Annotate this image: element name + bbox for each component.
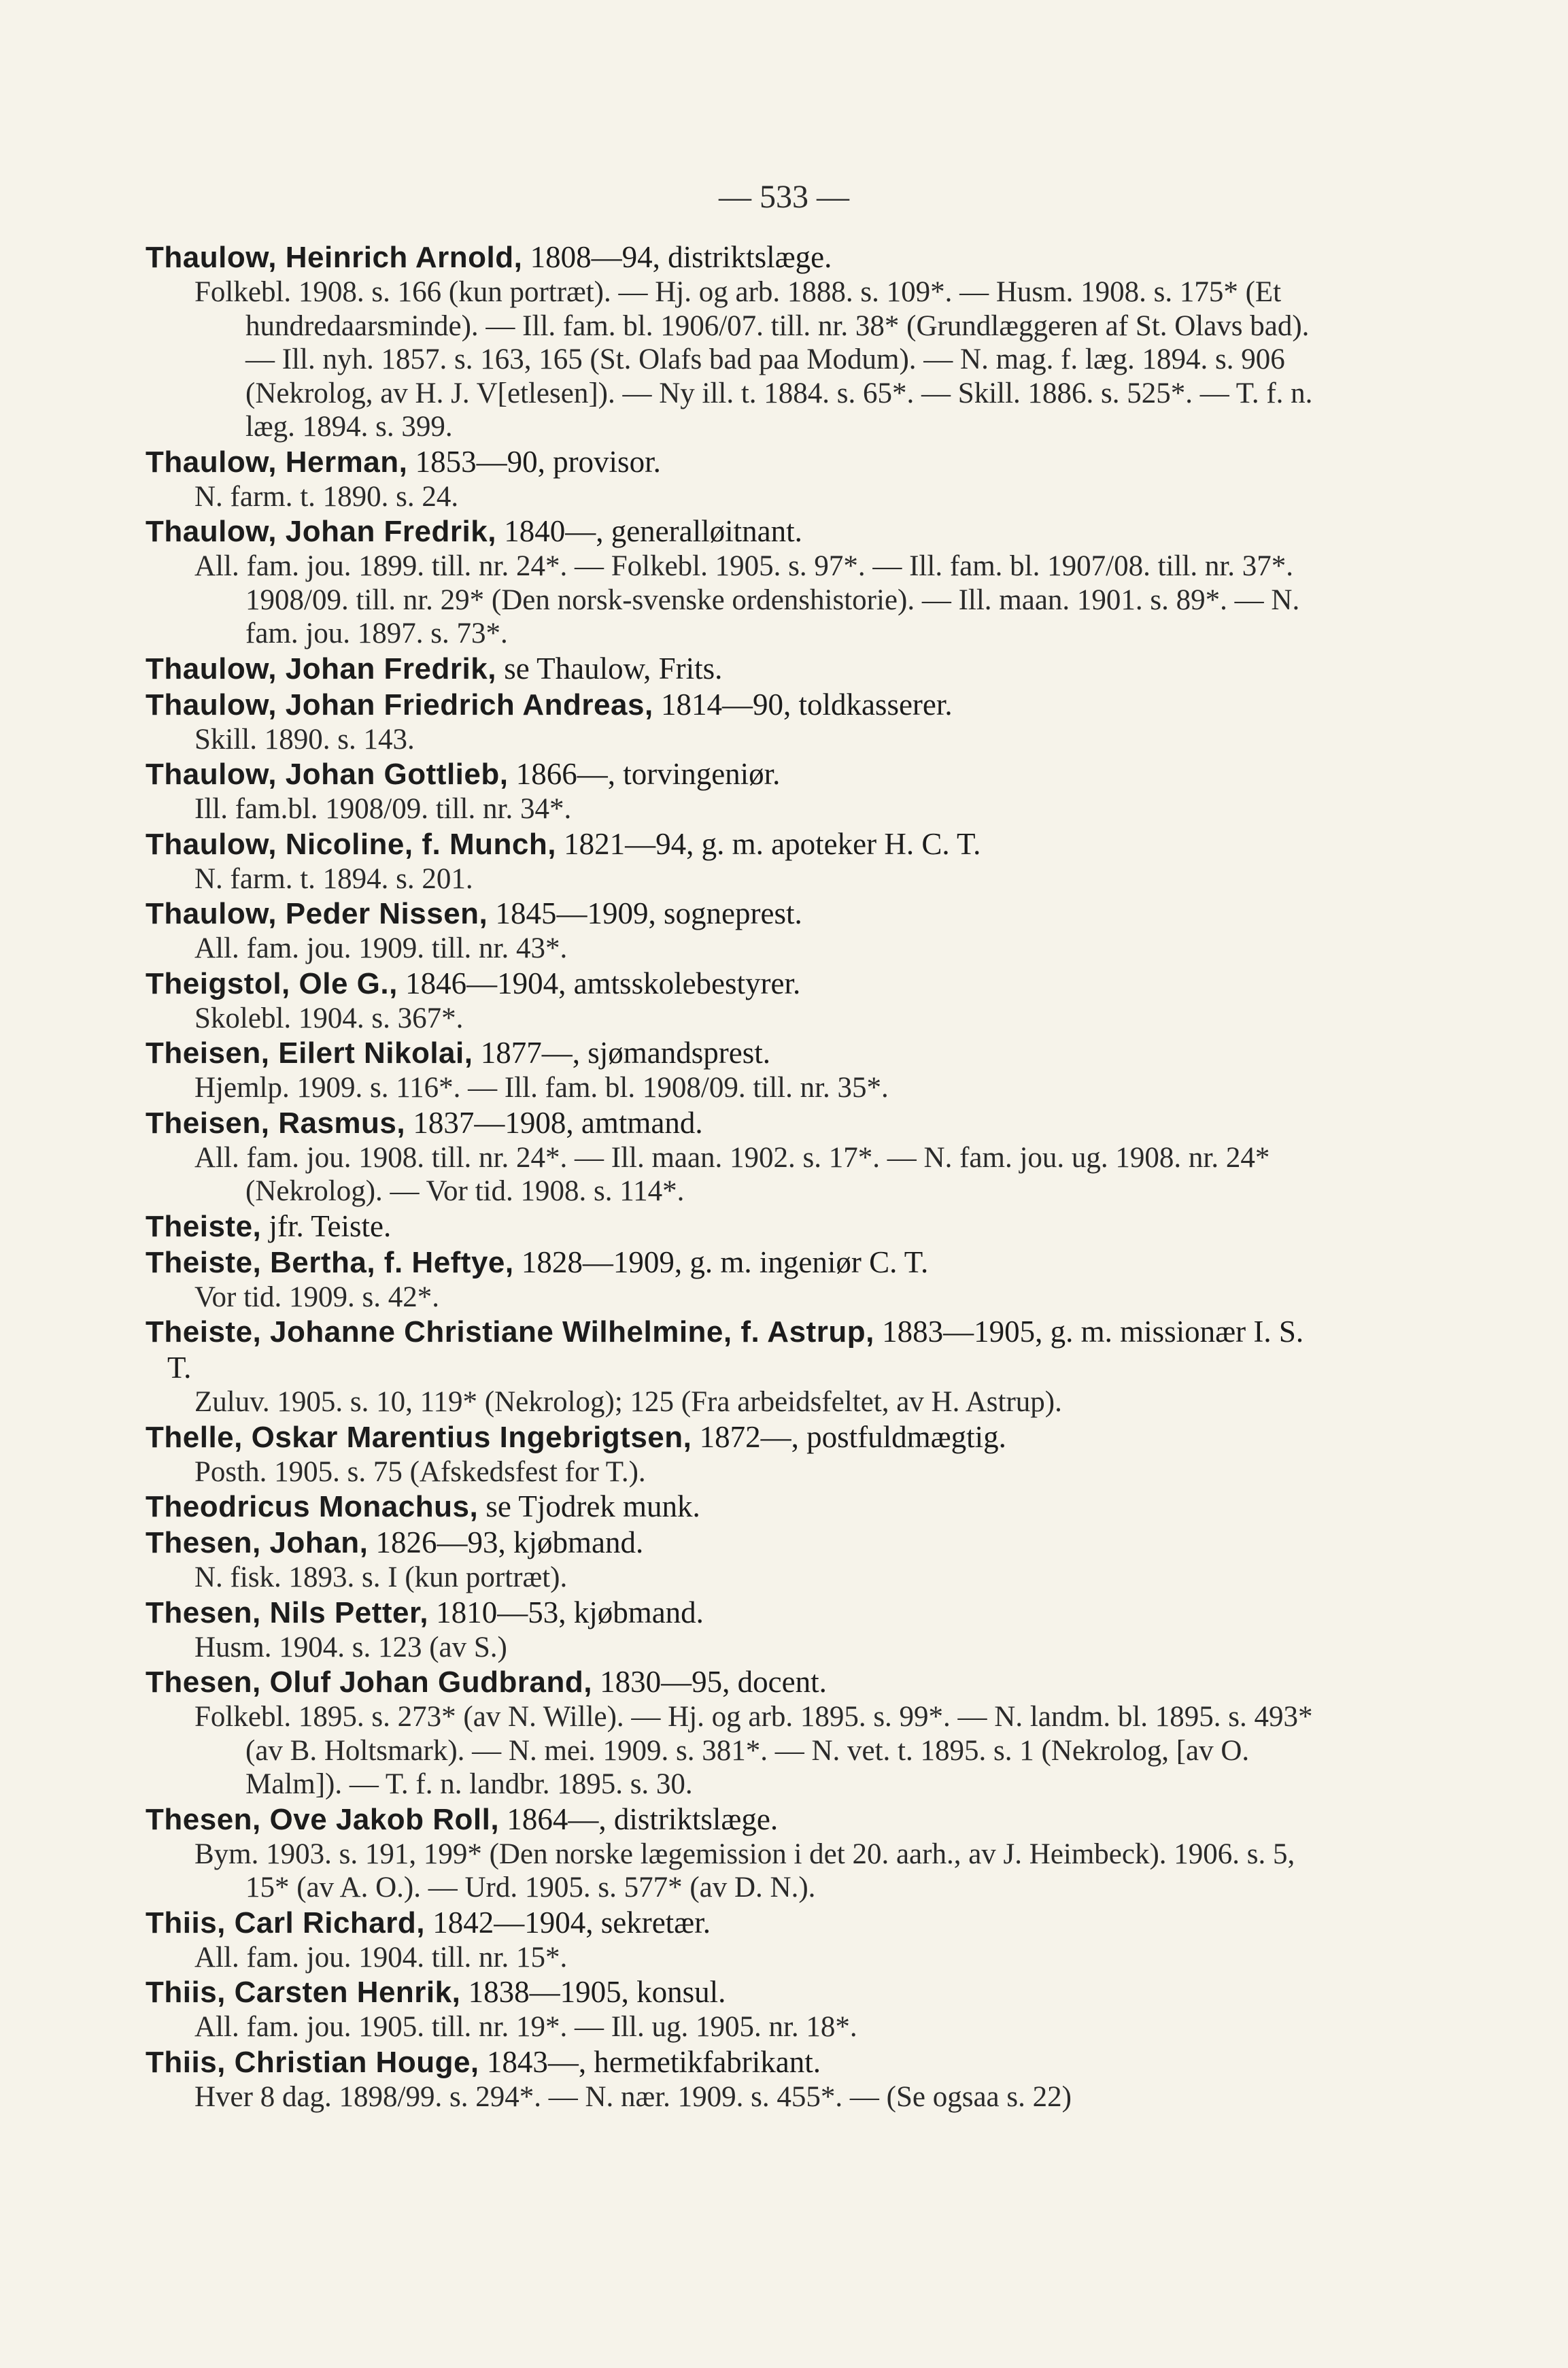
entry-name: Thiis, Christian Houge, xyxy=(146,2045,479,2079)
entry-info: 1872—, postfuldmægtig. xyxy=(699,1419,1006,1454)
entry-head xyxy=(146,1595,1315,1631)
entry-refs: Vor tid. 1909. s. 42*. xyxy=(194,1281,439,1313)
entry xyxy=(146,966,1315,1036)
entry-head xyxy=(146,239,1315,275)
entry-info: 1814—90, toldkasserer. xyxy=(660,687,953,722)
entry-name: Thaulow, Johan Fredrik, xyxy=(146,652,496,686)
entry-name: Theiste, xyxy=(146,1209,262,1243)
entry-name: Thaulow, Johan Gottlieb, xyxy=(146,758,509,791)
entry-name: Theodricus Monachus, xyxy=(146,1490,479,1523)
entry-name: Thelle, Oskar Marentius Ingebrigtsen, xyxy=(146,1420,692,1454)
entry-head xyxy=(146,1419,1315,1455)
entry-head xyxy=(146,1105,1315,1141)
entry-info: 1846—1904, amtsskolebestyrer. xyxy=(405,966,801,1000)
entry-info: se Thaulow, Frits. xyxy=(504,651,723,686)
entry-name: Thaulow, Johan Fredrik, xyxy=(146,515,496,548)
entry-info: 1883—1905, g. m. missionær I. S. T. xyxy=(167,1315,1304,1385)
entry-refs: All. fam. jou. 1899. till. nr. 24*. — Folkebl. 1905. s. 97*. — Ill. fam. bl. 1907/08. till. nr. 37*. 1908/09. till. nr. 29* (Den norsk-svenske ordenshistorie). — Ill. maan. 1901. s. 89*. — N. fam. jou. 1897. s. 73*. xyxy=(194,550,1300,649)
entry xyxy=(146,1802,1315,1905)
entry-refs: All. fam. jou. 1904. till. nr. 15*. xyxy=(194,1941,568,1974)
entry xyxy=(146,1314,1315,1419)
entry-info: 1838—1905, konsul. xyxy=(468,1975,726,2009)
entry-head xyxy=(146,1664,1315,1700)
entry xyxy=(146,444,1315,514)
entry-info: 1821—94, g. m. apoteker H. C. T. xyxy=(564,826,981,861)
entry-name: Theiste, Johanne Christiane Wilhelmine, f. Astrup, xyxy=(146,1315,874,1349)
entry-refs: N. farm. t. 1894. s. 201. xyxy=(194,862,473,895)
entry-info: 1830—95, docent. xyxy=(600,1665,827,1699)
entry-head xyxy=(146,1245,1315,1281)
entry-name: Thiis, Carsten Henrik, xyxy=(146,1976,461,2009)
entry-info: 1845—1909, sogneprest. xyxy=(495,896,802,930)
entry xyxy=(146,1905,1315,1975)
entry-refs: Folkebl. 1908. s. 166 (kun portræt). — Hj. og arb. 1888. s. 109*. — Husm. 1908. s. 175* (Et hundredaarsminde). — Ill. fam. bl. 1906/07. till. nr. 38* (Grundlæggeren af St. Olavs bad). — Ill. nyh. 1857. s. 163, 165 (St. Olafs bad paa Modum). — N. mag. f. læg. 1894. s. 906 (Nekrolog, av H. J. V[etlesen]). — Ny ill. t. 1884. s. 65*. — Skill. 1886. s. 525*. — T. f. n. læg. 1894. s. 399. xyxy=(194,276,1313,443)
entry-info: 1877—, sjømandsprest. xyxy=(480,1036,770,1070)
entry-info: 1866—, torvingeniør. xyxy=(515,757,781,791)
entry-info: 1842—1904, sekretær. xyxy=(432,1905,711,1940)
entry-refs: Ill. fam.bl. 1908/09. till. nr. 34*. xyxy=(194,793,572,825)
entry xyxy=(146,2044,1315,2114)
entry-name: Thiis, Carl Richard, xyxy=(146,1906,425,1940)
entry-info: 1864—, distriktslæge. xyxy=(507,1802,779,1836)
entry-name: Thaulow, Heinrich Arnold, xyxy=(146,241,523,274)
entry-name: Thaulow, Herman, xyxy=(146,445,408,479)
entry-head xyxy=(146,966,1315,1002)
entry-refs: Husm. 1904. s. 123 (av S.) xyxy=(194,1631,507,1663)
entry-name: Thesen, Johan, xyxy=(146,1526,369,1559)
entry-head xyxy=(146,1208,1315,1245)
entry xyxy=(146,513,1315,651)
entry xyxy=(146,1489,1315,1525)
entry-name: Theiste, Bertha, f. Heftye, xyxy=(146,1245,514,1279)
entry-name: Thesen, Oluf Johan Gudbrand, xyxy=(146,1665,592,1699)
entry xyxy=(146,896,1315,966)
entry xyxy=(146,1105,1315,1208)
page-number: — 533 — xyxy=(719,179,849,215)
entry-refs: N. fisk. 1893. s. I (kun portræt). xyxy=(194,1561,568,1593)
entry-info: 1828—1909, g. m. ingeniør C. T. xyxy=(521,1245,929,1279)
entry-head xyxy=(146,444,1315,480)
entry-head xyxy=(146,1974,1315,2010)
entry-info: se Tjodrek munk. xyxy=(485,1489,700,1523)
entry xyxy=(146,1245,1315,1315)
entry xyxy=(146,1974,1315,2044)
entry-info: 1853—90, provisor. xyxy=(415,444,661,479)
entry-info: jfr. Teiste. xyxy=(269,1208,392,1243)
entry-refs: Skill. 1890. s. 143. xyxy=(194,723,415,756)
entry-info: 1837—1908, amtmand. xyxy=(413,1105,703,1140)
entry-head xyxy=(146,896,1315,932)
entry xyxy=(146,756,1315,826)
entry-name: Theisen, Rasmus, xyxy=(146,1106,406,1140)
entry-refs: Bym. 1903. s. 191, 199* (Den norske lægemission i det 20. aarh., av J. Heimbeck). 1906. s. 5, 15* (av A. O.). — Urd. 1905. s. 577* (av D. N.). xyxy=(194,1838,1295,1904)
entry-head xyxy=(146,513,1315,549)
entry-refs: Folkebl. 1895. s. 273* (av N. Wille). — Hj. og arb. 1895. s. 99*. — N. landm. bl. 1895. s. 493* (av B. Holtsmark). — N. mei. 1909. s. 381*. — N. vet. t. 1895. s. 1 (Nekrolog, [av O. Malm]). — T. f. n. landbr. 1895. s. 30. xyxy=(194,1701,1313,1800)
entry xyxy=(146,1419,1315,1489)
entry-name: Thaulow, Johan Friedrich Andreas, xyxy=(146,688,653,722)
entry-refs: Zuluv. 1905. s. 10, 119* (Nekrolog); 125 (Fra arbeidsfeltet, av H. Astrup). xyxy=(194,1386,1062,1418)
entry-head xyxy=(146,1905,1315,1941)
entry-head xyxy=(146,1802,1315,1838)
entry-refs: All. fam. jou. 1905. till. nr. 19*. — Ill. ug. 1905. nr. 18*. xyxy=(194,2011,857,2043)
entry xyxy=(146,1035,1315,1105)
entry-head xyxy=(146,756,1315,792)
entry xyxy=(146,1595,1315,1665)
entry-head xyxy=(146,1314,1315,1385)
entry-refs: Posth. 1905. s. 75 (Afskedsfest for T.). xyxy=(194,1455,646,1488)
entry-head xyxy=(146,826,1315,862)
entry-info: 1843—, hermetikfabrikant. xyxy=(486,2044,821,2079)
entry-info: 1840—, generalløitnant. xyxy=(504,514,802,548)
entry-info: 1826—93, kjøbmand. xyxy=(375,1525,644,1559)
entry-name: Theigstol, Ole G., xyxy=(146,966,398,1000)
entry-head xyxy=(146,1035,1315,1071)
entry-head xyxy=(146,687,1315,723)
entry-name: Thesen, Ove Jakob Roll, xyxy=(146,1802,500,1836)
entry xyxy=(146,826,1315,896)
entry-name: Thesen, Nils Petter, xyxy=(146,1595,428,1629)
entry-name: Thaulow, Peder Nissen, xyxy=(146,897,488,930)
entry-refs: Hjemlp. 1909. s. 116*. — Ill. fam. bl. 1908/09. till. nr. 35*. xyxy=(194,1072,889,1104)
entry-head xyxy=(146,1525,1315,1561)
entry xyxy=(146,1525,1315,1595)
entry xyxy=(146,651,1315,687)
entry-refs: All. fam. jou. 1908. till. nr. 24*. — Ill. maan. 1902. s. 17*. — N. fam. jou. ug. 1908. nr. 24* (Nekrolog). — Vor tid. 1908. s. 114*. xyxy=(194,1141,1270,1207)
entry-info: 1810—53, kjøbmand. xyxy=(436,1595,704,1629)
entry xyxy=(146,1664,1315,1802)
entry-refs: Hver 8 dag. 1898/99. s. 294*. — N. nær. 1909. s. 455*. — (Se ogsaa s. 22) xyxy=(194,2080,1072,2113)
entry-name: Thaulow, Nicoline, f. Munch, xyxy=(146,827,556,861)
entry-head xyxy=(146,2044,1315,2080)
entry xyxy=(146,239,1315,444)
entry-head xyxy=(146,1489,1315,1525)
entry-name: Theisen, Eilert Nikolai, xyxy=(146,1036,473,1070)
entry xyxy=(146,1208,1315,1245)
entry-refs: N. farm. t. 1890. s. 24. xyxy=(194,480,459,513)
entry-info: 1808—94, distriktslæge. xyxy=(530,240,832,274)
entry-refs: All. fam. jou. 1909. till. nr. 43*. xyxy=(194,932,568,964)
entry-head xyxy=(146,651,1315,687)
entry xyxy=(146,687,1315,757)
entry-refs: Skolebl. 1904. s. 367*. xyxy=(194,1002,464,1034)
entry-list xyxy=(146,239,1315,2114)
